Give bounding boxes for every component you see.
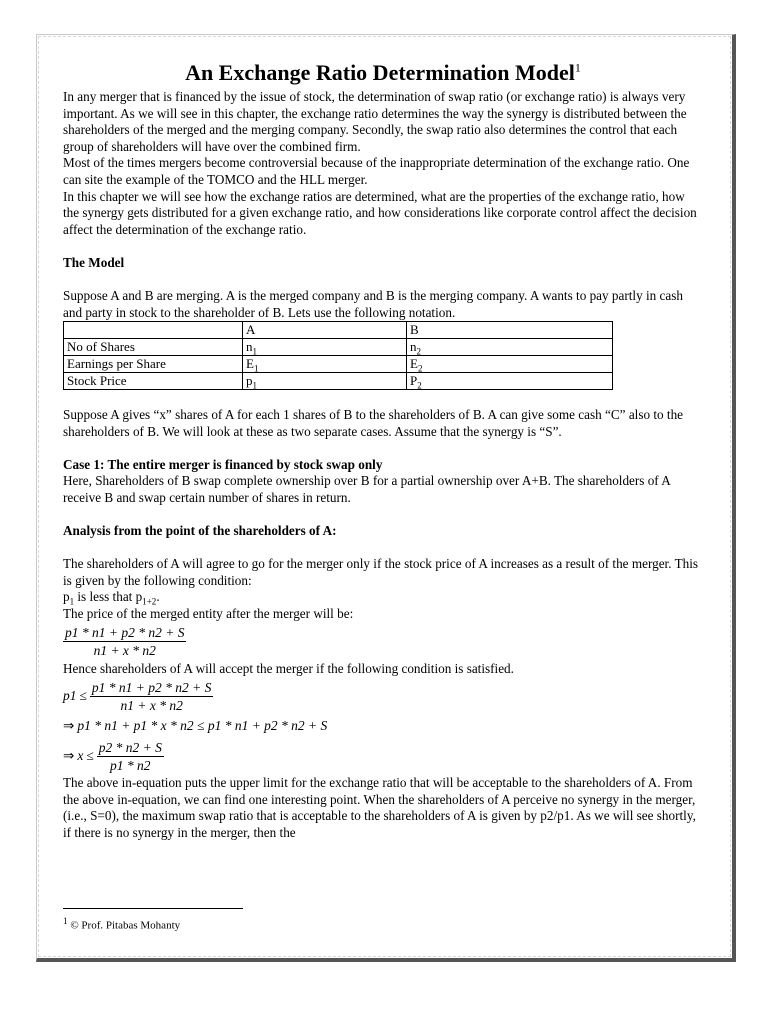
table-cell xyxy=(407,339,613,356)
model-heading: The Model xyxy=(63,254,125,270)
footnote-mark: 1 xyxy=(63,916,68,926)
cell-subscript: 1 xyxy=(252,380,257,391)
table-row xyxy=(64,339,613,356)
equation-text: p1 * n1 + p1 * x * n2 ≤ p1 * n1 + p2 * n2 + S xyxy=(77,717,328,733)
cell-symbol: E xyxy=(246,356,254,372)
equation-merged-price xyxy=(63,623,703,661)
cell-symbol: E xyxy=(410,356,418,372)
table-cell-label: No of Shares xyxy=(64,339,243,356)
table-cell-label: Earnings per Share xyxy=(64,356,243,373)
table-header-cell xyxy=(64,322,243,339)
cell-subscript: 2 xyxy=(417,363,423,374)
condition-text: is less that p xyxy=(74,589,143,605)
table-cell-label: Stock Price xyxy=(64,373,243,390)
equation-acceptance-condition xyxy=(63,677,703,715)
cell-symbol: n xyxy=(410,339,417,355)
condition-subscript: 1 xyxy=(69,597,75,608)
equation-swap-limit xyxy=(63,737,703,775)
table-row xyxy=(64,373,613,390)
table-header-cell: B xyxy=(407,322,613,339)
document-title xyxy=(63,58,703,88)
table-row xyxy=(64,356,613,373)
analysis-paragraph-1: The shareholders of A will agree to go for the merger only if the stock price of A increases as a result of the merger. This is given by the following condition: xyxy=(63,556,699,588)
cell-subscript: 1 xyxy=(253,363,259,374)
table-cell xyxy=(407,373,613,390)
intro-paragraph-2: Most of the times mergers become controversial because of the inappropriate determination of the exchange ratio. One can site the example of the TOMCO and the HLL merger. xyxy=(63,155,690,187)
equation-expanded xyxy=(63,715,703,737)
table-header-row xyxy=(64,322,613,339)
fraction-numerator: p1 * n1 + p2 * n2 + S xyxy=(65,625,185,641)
intro-paragraph-3: In this chapter we will see how the exchange ratios are determined, what are the properties of the exchange ratio, how the synergy gets distributed for a given exchange ratio, and how considerations like corporate control affect the decision affect the determination of the exchange ratio. xyxy=(63,188,697,237)
price-condition xyxy=(63,589,703,606)
fraction xyxy=(63,624,186,659)
notation-table xyxy=(63,321,613,390)
model-paragraph-1: Suppose A and B are merging. A is the merged company and B is the merging company. A wants to pay partly in cash and party in stock to the shareholder of B. Lets use the following notation. xyxy=(63,288,683,320)
analysis-paragraph-3: Hence shareholders of A will accept the merger if the following condition is satisfied. xyxy=(63,660,514,676)
fraction-numerator: p2 * n2 + S xyxy=(98,739,162,755)
implies-arrow: ⇒ xyxy=(63,717,75,733)
condition-subscript: 1+2 xyxy=(142,597,157,608)
model-paragraph-2: Suppose A gives “x” shares of A for each 1 shares of B to the shareholders of B. A can give some cash “C” also to the shareholders of B. We will look at these as two separate cases. Assume that the synergy is “S”. xyxy=(63,406,684,439)
cell-subscript: 1 xyxy=(252,346,257,357)
table-cell xyxy=(407,356,613,373)
footnote-text: © Prof. Pitabas Mohanty xyxy=(70,919,181,932)
equation-relation: ≤ xyxy=(86,747,94,763)
fraction-denominator: n1 + x * n2 xyxy=(120,697,183,713)
analysis-paragraph-4: The above in-equation puts the upper limit for the exchange ratio that will be acceptable to the shareholders of A. From the above in-equation, we can find one interesting point. When the shareholders of A perceive no synergy in the merger, (i.e., S=0), the maximum swap ratio that is acceptable to the shareholders of A is given by p2/p1. As we will see shortly, if there is no synergy in the merger, then the xyxy=(63,775,696,840)
equation-relation: ≤ xyxy=(79,687,87,703)
implies-arrow: ⇒ xyxy=(63,747,75,763)
cell-subscript: 2 xyxy=(417,380,422,391)
fraction xyxy=(97,739,164,774)
equation-lhs: x xyxy=(77,747,84,763)
cell-symbol: p xyxy=(246,373,253,389)
cell-symbol: n xyxy=(246,339,253,355)
fraction xyxy=(90,679,213,714)
equation-lhs: p1 xyxy=(63,687,77,703)
fraction-denominator: p1 * n2 xyxy=(110,757,151,773)
title-text: An Exchange Ratio Determination Model xyxy=(185,60,575,85)
footnote xyxy=(63,914,180,933)
table-cell xyxy=(243,339,407,356)
table-cell xyxy=(243,373,407,390)
intro-paragraph-1: In any merger that is financed by the issue of stock, the determination of swap ratio (or exchange ratio) is always very important. As we will see in this chapter, the exchange ratio determines the way the synergy is distributed between the shareholders of the merged and the merging company. Secondly, the swap ratio also determines the control that each group of shareholders will have over the combined firm. xyxy=(63,89,687,154)
condition-symbol: p xyxy=(63,589,70,605)
cell-symbol: P xyxy=(410,373,418,389)
table-cell xyxy=(243,356,407,373)
table-header-cell: A xyxy=(243,322,407,339)
case1-paragraph: Here, Shareholders of B swap complete ownership over B for a partial ownership over A+B. The shareholders of A receive B and swap certain number of shares in return. xyxy=(63,473,671,505)
fraction-numerator: p1 * n1 + p2 * n2 + S xyxy=(91,679,212,695)
footnote-divider xyxy=(63,908,243,909)
document-body xyxy=(63,58,703,842)
condition-end: . xyxy=(156,589,160,605)
fraction-denominator: n1 + x * n2 xyxy=(93,643,156,659)
analysis-paragraph-2: The price of the merged entity after the merger will be: xyxy=(63,606,354,622)
title-footnote-mark: 1 xyxy=(574,60,581,75)
analysis-heading: Analysis from the point of the shareholders of A: xyxy=(63,523,337,539)
cell-subscript: 2 xyxy=(416,346,421,357)
case1-heading: Case 1: The entire merger is financed by stock swap only xyxy=(63,456,383,472)
